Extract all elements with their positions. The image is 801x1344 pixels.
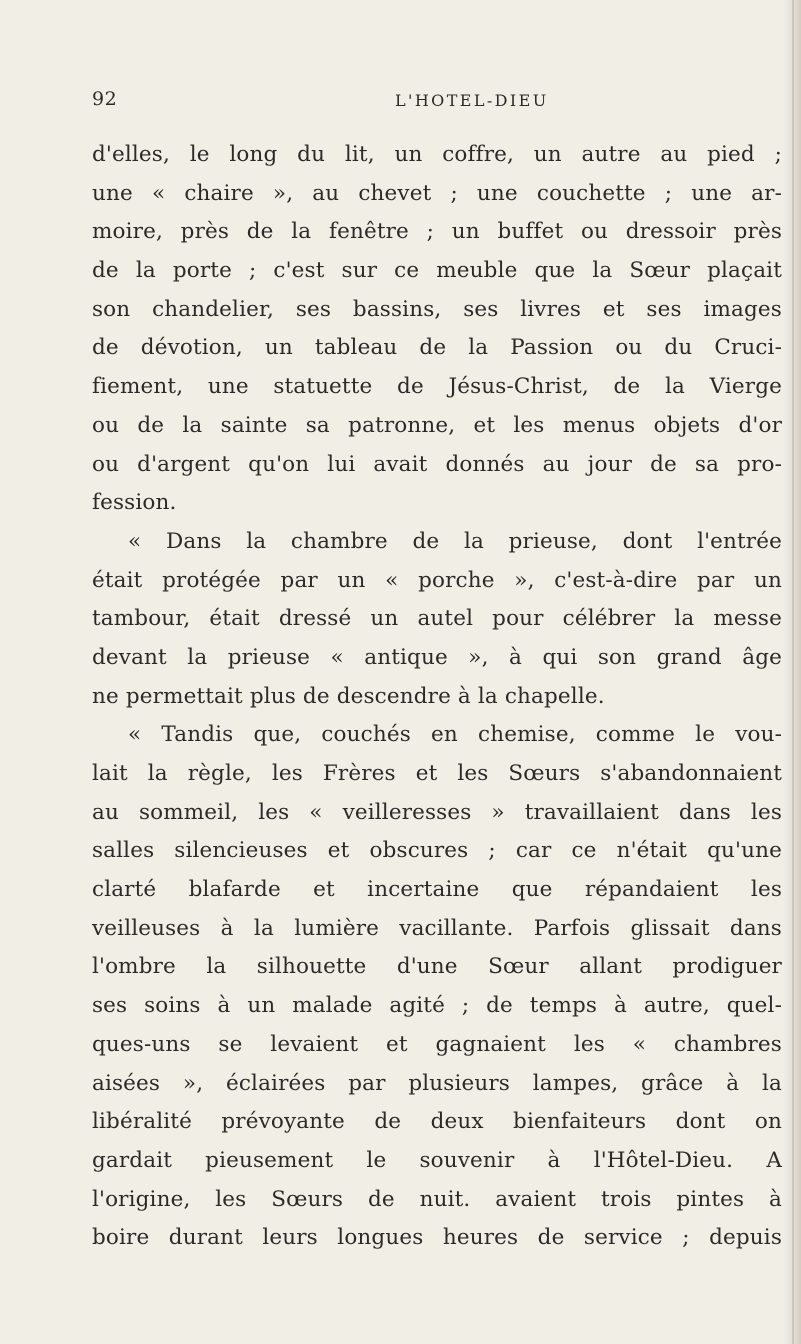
text-line: d'elles, le long du lit, un coffre, un autre au pied ;	[92, 142, 782, 167]
running-head: L'HOTEL-DIEU	[395, 91, 549, 110]
body-text	[92, 136, 782, 1258]
text-line: libéralité prévoyante de deux bienfaiteurs dont on	[92, 1109, 782, 1135]
page-edge-line	[792, 0, 794, 1344]
text-line: de la porte ; c'est sur ce meuble que la Sœur plaçait	[92, 258, 782, 284]
text-line: moire, près de la fenêtre ; un buffet ou dressoir près	[92, 219, 782, 245]
page-number: 92	[92, 88, 118, 110]
text-line: ne permettait plus de descendre à la chapelle.	[92, 683, 605, 709]
text-line: clarté blafarde et incertaine que répandaient les	[92, 877, 782, 903]
text-line: l'origine, les Sœurs de nuit. avaient trois pintes à	[92, 1186, 782, 1212]
text-line: était protégée par un « porche », c'est-à-dire par un	[92, 567, 782, 593]
text-line: tambour, était dressé un autel pour célébrer la messe	[92, 606, 782, 632]
text-line: ques-uns se levaient et gagnaient les « chambres	[92, 1031, 782, 1057]
text-line: boire durant leurs longues heures de service ; depuis	[92, 1225, 782, 1251]
text-line: ou d'argent qu'on lui avait donnés au jour de sa pro-	[92, 451, 782, 477]
text-line: gardait pieusement le souvenir à l'Hôtel-Dieu. A	[92, 1147, 782, 1173]
text-line: fiement, une statuette de Jésus-Christ, de la Vierge	[92, 374, 782, 400]
text-line: fession.	[92, 490, 177, 516]
text-line: son chandelier, ses bassins, ses livres et ses images	[92, 296, 782, 322]
text-line: une « chaire », au chevet ; une couchette ; une ar-	[92, 180, 782, 206]
page-header	[92, 88, 784, 118]
text-line: aisées », éclairées par plusieurs lampes, grâce à la	[92, 1070, 782, 1096]
text-line: au sommeil, les « veilleresses » travaillaient dans les	[92, 799, 782, 825]
text-line: « Tandis que, couchés en chemise, comme le vou-	[128, 722, 782, 748]
text-line: l'ombre la silhouette d'une Sœur allant prodiguer	[92, 954, 782, 980]
text-line: « Dans la chambre de la prieuse, dont l'entrée	[128, 528, 782, 554]
text-line: ou de la sainte sa patronne, et les menus objets d'or	[92, 412, 782, 438]
text-line: veilleuses à la lumière vacillante. Parfois glissait dans	[92, 915, 782, 941]
text-line: salles silencieuses et obscures ; car ce n'était qu'une	[92, 838, 782, 864]
text-line: lait la règle, les Frères et les Sœurs s'abandonnaient	[92, 761, 782, 786]
text-line: devant la prieuse « antique », à qui son grand âge	[92, 644, 782, 670]
text-line: ses soins à un malade agité ; de temps à autre, quel-	[92, 993, 782, 1019]
text-line: de dévotion, un tableau de la Passion ou du Cruci-	[92, 335, 782, 361]
